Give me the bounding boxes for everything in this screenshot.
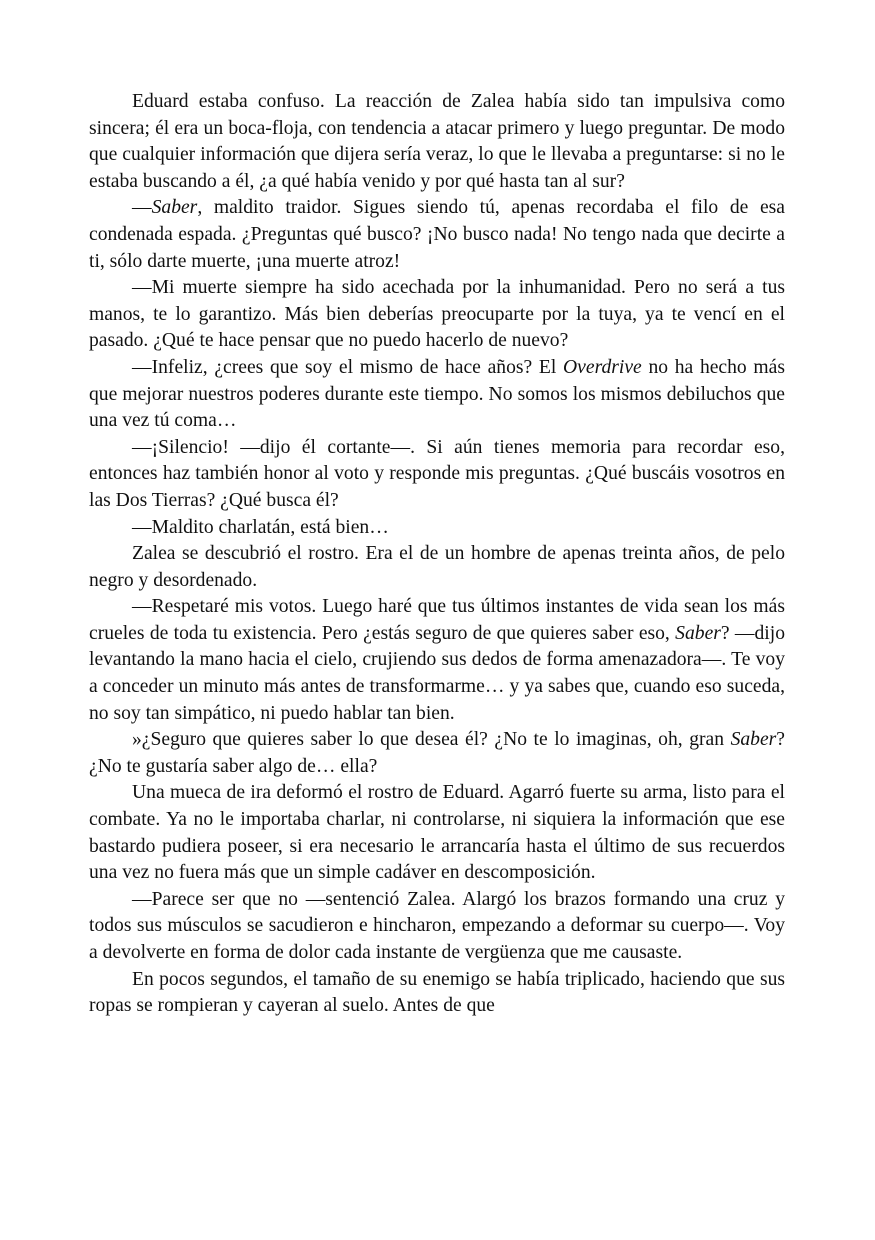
text-run: En pocos segundos, el tamaño de su enemigo se había triplicado, haciendo que sus ropas se rompieran y cayeran al suelo. Antes de que — [89, 968, 785, 1017]
text-run: no ha hecho más que mejorar nuestros poderes durante este tiempo. No somos los mismos debiluchos que una vez tú coma… — [89, 356, 785, 432]
text-run: ? —dijo levantando la mano hacia el cielo, crujiendo sus dedos de forma amenazadora—. Te voy a conceder un minuto más antes de transformarme… y ya sabes que, cuando eso suceda, no soy tan simpático, ni puedo hablar tan bien. — [89, 622, 785, 724]
text-run: —Infeliz, ¿crees que soy el mismo de hace años? El — [132, 356, 564, 378]
text-run: , maldito traidor. Sigues siendo tú, apenas recordaba el filo de esa condenada espada. ¿Preguntas qué busco? ¡No busco nada! No tengo nada que decirte a ti, sólo darte muerte, ¡una muerte atroz! — [89, 197, 785, 272]
paragraph-5 — [89, 435, 785, 515]
paragraph-4 — [89, 355, 785, 435]
text-run: »¿Seguro que quieres saber lo que desea él? ¿No te lo imaginas, oh, gran — [132, 729, 731, 751]
paragraph-7 — [89, 541, 785, 594]
text-run: — — [132, 197, 152, 219]
text-run: —¡Silencio! —dijo él cortante—. Si aún tienes memoria para recordar eso, entonces haz también honor al voto y responde mis preguntas. ¿Qué buscáis vosotros en las Dos Tierras? ¿Qué busca él? — [89, 436, 785, 511]
paragraph-6 — [89, 515, 785, 542]
paragraph-9 — [89, 727, 785, 780]
text-run: —Mi muerte siempre ha sido acechada por la inhumanidad. Pero no será a tus manos, te lo garantizo. Más bien deberías preocuparte por la tuya, ya te vencí en el pasado. ¿Qué te hace pensar que no puedo hacerlo de nuevo? — [89, 277, 785, 352]
text-run: —Parece ser que no —sentenció Zalea. Alargó los brazos formando una cruz y todos sus músculos se sacudieron e hincharon, empezando a deformar su cuerpo—. Voy a devolverte en forma de dolor cada instante de vergüenza que me causaste. — [89, 888, 785, 963]
italic-name-saber: Saber — [730, 729, 777, 751]
paragraph-11 — [89, 887, 785, 967]
italic-term-overdrive: Overdrive — [563, 356, 642, 378]
paragraph-8 — [89, 594, 785, 727]
italic-name-saber: Saber — [675, 622, 721, 644]
text-run: ? ¿No te gustaría saber algo de… ella? — [89, 729, 785, 777]
text-run: —Respetaré mis votos. Luego haré que tus últimos instantes de vida sean los más crueles de toda tu existencia. Pero ¿estás seguro de que quieres saber eso, — [89, 596, 785, 644]
paragraph-12 — [89, 967, 785, 1020]
paragraph-3 — [89, 275, 785, 355]
body-text — [89, 89, 785, 1020]
text-run: —Maldito charlatán, está bien… — [132, 516, 389, 538]
paragraph-2 — [89, 195, 785, 275]
text-run: Una mueca de ira deformó el rostro de Eduard. Agarró fuerte su arma, listo para el combate. Ya no le importaba charlar, ni controlarse, ni siquiera la información que ese bastardo pudiera poseer, si era necesario le arrancaría hasta el último de sus recuerdos una vez no fuera más que un simple cadáver en descomposición. — [89, 782, 785, 884]
italic-name-saber: Saber — [151, 197, 198, 219]
text-run: Eduard estaba confuso. La reacción de Zalea había sido tan impulsiva como sincera; él era un boca-floja, con tendencia a atacar primero y luego preguntar. De modo que cualquier información que dijera sería veraz, lo que le llevaba a preguntarse: si no le estaba buscando a él, ¿a qué había venido y por qué hasta tan al sur? — [89, 91, 785, 192]
paragraph-10 — [89, 780, 785, 886]
text-run: Zalea se descubrió el rostro. Era el de un hombre de apenas treinta años, de pelo negro y desordenado. — [89, 543, 785, 591]
paragraph-1 — [89, 89, 785, 195]
